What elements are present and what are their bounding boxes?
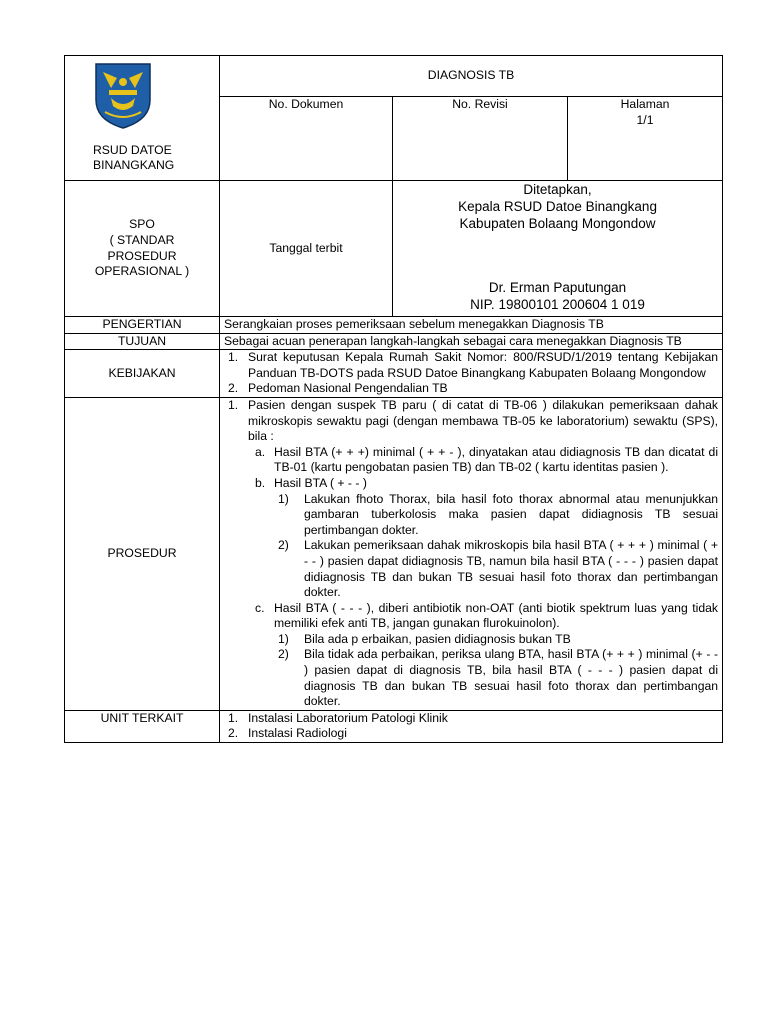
- hospital-logo-icon: [93, 60, 153, 130]
- list-item-number: 2.: [228, 726, 239, 741]
- tujuan-text: Sebagai acuan penerapan langkah-langkah sebagai cara menegakkan Diagnosis TB: [220, 333, 723, 350]
- sub-sub-item-number: 2): [278, 538, 289, 553]
- sub-sub-item-text: Bila ada p erbaikan, pasien didiagnosis bukan TB: [304, 631, 571, 646]
- prosedur-list: [220, 397, 723, 710]
- unit-terkait-label: UNIT TERKAIT: [65, 710, 220, 742]
- spo-line2: ( STANDAR: [109, 232, 175, 247]
- hospital-name-line2: BINANGKANG: [93, 158, 175, 173]
- list-item: [224, 398, 718, 710]
- list-item: [224, 381, 718, 397]
- sub-sub-item: [274, 538, 718, 600]
- list-item: [224, 726, 718, 742]
- sub-item-text: Hasil BTA ( - - - ), diberi antibiotik non-OAT (anti biotik spektrum luas yang tidak memiliki efek anti TB, jangan gunakan flurokuinolon).: [274, 600, 719, 631]
- sub-item-text: Hasil BTA (+ + +) minimal ( + + - ), dinyatakan atau didiagnosis TB dan dicatat di TB-01 (kartu pengobatan pasien TB) dan TB-02 ( kartu identitas pasien ).: [274, 444, 719, 475]
- sub-item-b: [248, 476, 718, 601]
- spo-line3: PROSEDUR: [107, 248, 177, 263]
- sub-sub-item: [274, 632, 718, 648]
- unit-terkait-list: [220, 710, 723, 742]
- hospital-name-line1: RSUD DATOE: [93, 142, 172, 157]
- pengertian-label: PENGERTIAN: [65, 317, 220, 334]
- pengertian-text: Serangkaian proses pemeriksaan sebelum menegakkan Diagnosis TB: [220, 317, 723, 334]
- jabatan-line1: Kepala RSUD Datoe Binangkang: [458, 199, 657, 214]
- kebijakan-list: [220, 350, 723, 398]
- hospital-name: [93, 135, 213, 174]
- list-item-number: 1.: [228, 350, 239, 365]
- kebijakan-label: KEBIJAKAN: [65, 350, 220, 398]
- no-dokumen-label: No. Dokumen: [220, 97, 393, 181]
- sub-item-letter: b.: [255, 475, 266, 490]
- spo-line1: SPO: [129, 217, 155, 232]
- hospital-logo-cell: [65, 56, 220, 181]
- spo-label-cell: [65, 181, 220, 317]
- halaman-label: Halaman: [620, 97, 670, 111]
- sub-item-a: [248, 445, 718, 476]
- sub-sub-item-text: Lakukan pemeriksaan dahak mikroskopis bila hasil BTA ( + + + ) minimal ( + - - ) pasien dapat didiagnosis TB, namun bila hasil BTA ( - - - ) pasien dapat didiagnosis TB dan bukan TB sesuai hasil foto thorax dan pertimbangan dokter.: [304, 538, 719, 600]
- signatory-name: Dr. Erman Paputungan: [488, 280, 627, 295]
- sub-item-text: Hasil BTA ( + - - ): [274, 475, 367, 490]
- list-item-text: Pedoman Nasional Pengendalian TB: [248, 381, 448, 396]
- sub-item-c: [248, 601, 718, 710]
- sub-item-letter: c.: [255, 600, 265, 615]
- tanggal-terbit-label: Tanggal terbit: [220, 181, 393, 317]
- spo-document-table: [64, 55, 723, 743]
- ditetapkan-cell: [393, 181, 723, 317]
- sub-sub-item-number: 1): [278, 631, 289, 646]
- list-item: [224, 350, 718, 381]
- list-item-number: 1.: [228, 397, 239, 412]
- sub-sub-item-text: Lakukan fhoto Thorax, bila hasil foto thorax abnormal atau menunjukkan gambaran tuberkolosis maka pasien dapat didiagnosis TB sesuai pertimbangan dokter.: [304, 491, 719, 537]
- list-item-number: 1.: [228, 710, 239, 725]
- list-item-number: 2.: [228, 381, 239, 396]
- tujuan-label: TUJUAN: [65, 333, 220, 350]
- list-item-text: Instalasi Radiologi: [248, 726, 347, 741]
- list-item-text: Instalasi Laboratorium Patologi Klinik: [248, 710, 448, 725]
- list-item: [224, 711, 718, 727]
- ditetapkan-text: Ditetapkan,: [523, 182, 592, 197]
- spo-line4: OPERASIONAL ): [94, 264, 190, 279]
- sub-sub-item-number: 1): [278, 491, 289, 506]
- document-title: DIAGNOSIS TB: [220, 56, 723, 97]
- sub-item-letter: a.: [255, 444, 266, 459]
- list-item-text: Surat keputusan Kepala Rumah Sakit Nomor: 800/RSUD/1/2019 tentang Kebijakan Panduan TB-DOTS pada RSUD Datoe Binangkang Kabupaten Bolaang Mongondow: [248, 350, 719, 380]
- sub-sub-item-number: 2): [278, 647, 289, 662]
- jabatan-line2: Kabupaten Bolaang Mongondow: [459, 216, 656, 231]
- sub-sub-item: [274, 492, 718, 539]
- halaman-cell: [568, 97, 723, 181]
- prosedur-label: PROSEDUR: [65, 397, 220, 710]
- no-revisi-label: No. Revisi: [393, 97, 568, 181]
- signatory-nip: NIP. 19800101 200604 1 019: [470, 297, 645, 312]
- halaman-value: 1/1: [636, 112, 654, 127]
- sub-sub-item: [274, 647, 718, 709]
- list-item-text: Pasien dengan suspek TB paru ( di catat di TB-06 ) dilakukan pemeriksaan dahak mikroskopis sewaktu pagi (dengan membawa TB-05 ke laboratorium) sewaktu (SPS), bila :: [248, 397, 719, 444]
- sub-sub-item-text: Bila tidak ada perbaikan, periksa ulang BTA, hasil BTA (+ + + ) minimal (+ - - ) pasien dapat di diagnosis TB, bila hasil BTA ( - - - ) pasien dapat di diagnosis TB dan bukan TB sesuai hasil foto thorax dan pertimbangan dokter.: [304, 647, 719, 709]
